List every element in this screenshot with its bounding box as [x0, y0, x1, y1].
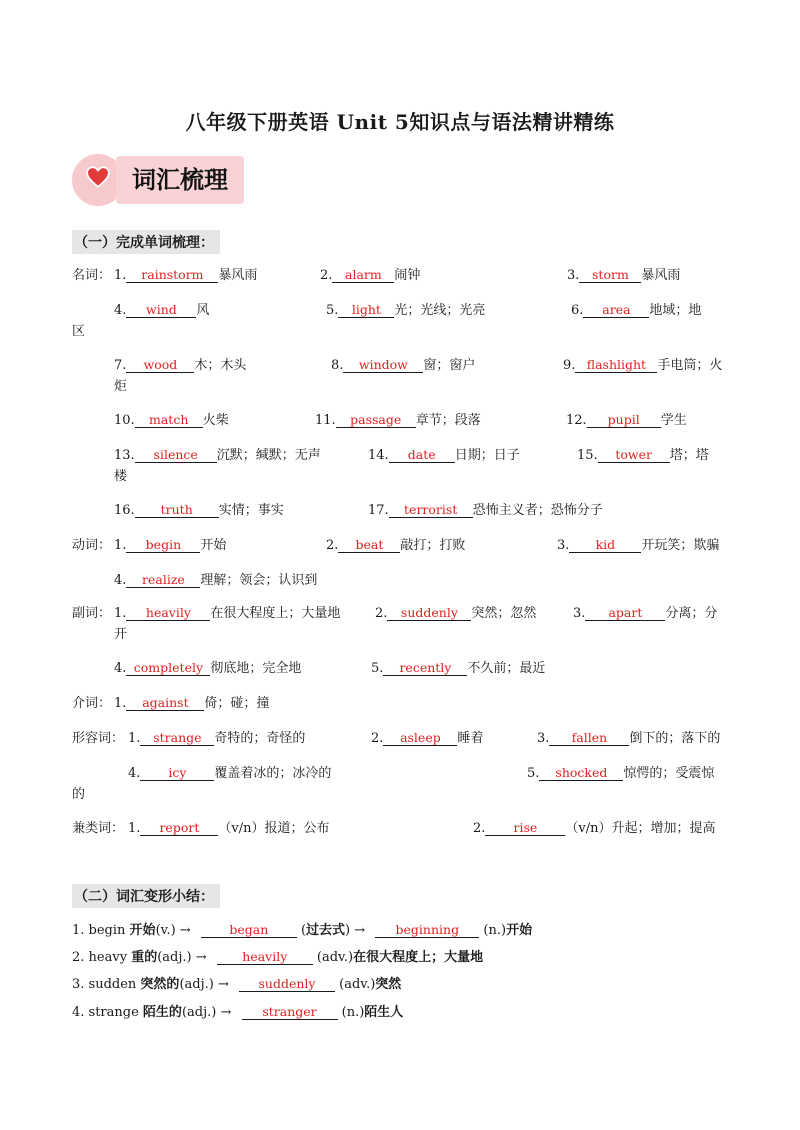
derived-meaning: 在很大程度上；大量地: [353, 950, 484, 965]
entry-meaning: 彻底地；完全地: [210, 661, 302, 676]
entry-meaning: 闹钟: [394, 268, 421, 283]
answer-blank: recently: [383, 660, 467, 676]
noun-entry: [315, 409, 481, 428]
entry-number: 1.: [128, 821, 141, 836]
entry-meaning: 学生: [660, 413, 687, 428]
answer-blank: begin: [126, 537, 200, 553]
noun-entry: [577, 444, 709, 463]
entry-number: 13.: [114, 448, 135, 463]
multi-entry: [128, 817, 330, 836]
answer-blank: area: [583, 302, 649, 318]
part-of-speech: (adv.): [312, 950, 354, 965]
noun-entry: [114, 299, 209, 318]
base-meaning: 突然的: [140, 977, 180, 992]
entry-meaning: 实情；事实: [218, 503, 284, 518]
entry-number: 2.: [375, 606, 388, 621]
section-heading-1: （一）完成单词梳理：: [72, 230, 220, 254]
entry-number: 2.: [371, 731, 384, 746]
answer-blank: kid: [569, 537, 641, 553]
answer-blank: report: [140, 820, 218, 836]
wrap-text: 楼: [114, 469, 128, 484]
paren: ): [345, 923, 355, 938]
wrap-text: 开: [114, 627, 128, 642]
answer-blank: rainstorm: [126, 267, 218, 283]
entry-meaning: 倒下的；落下的: [629, 731, 721, 746]
entry-number: 1.: [114, 606, 127, 621]
answer-blank: heavily: [126, 605, 210, 621]
prep-entry: [114, 692, 269, 711]
noun-entry: [114, 409, 229, 428]
entry-number: 1.: [114, 538, 127, 553]
adverb-entry: [114, 657, 301, 676]
answer-blank: suddenly: [239, 976, 335, 992]
word-form-line: [72, 973, 401, 992]
answer-blank: passage: [336, 412, 416, 428]
entry-meaning: 章节；段落: [415, 413, 481, 428]
base-word: 4. strange: [72, 1005, 143, 1020]
entry-number: 1.: [128, 731, 141, 746]
adverbs-label: 副词：: [72, 606, 112, 621]
answer-blank: icy: [140, 765, 214, 781]
entry-number: 4.: [114, 661, 127, 676]
base-word: 1. begin: [72, 923, 130, 938]
answer-blank: realize: [126, 572, 200, 588]
answer-blank: rise: [485, 820, 565, 836]
entry-meaning: 惊愕的；受震惊: [623, 766, 715, 781]
entry-number: 10.: [114, 413, 135, 428]
entry-number: 6.: [571, 303, 584, 318]
entry-number: 4.: [114, 303, 127, 318]
entry-meaning: 在很大程度上；大量地: [210, 606, 341, 621]
section-heading-2: （二）词汇变形小结：: [72, 884, 220, 908]
base-meaning: 陌生的: [142, 1005, 182, 1020]
entry-meaning: 开始: [200, 538, 227, 553]
answer-blank: date: [389, 447, 455, 463]
verb-entry: [114, 569, 317, 588]
entry-meaning: 倚；碰；撞: [204, 696, 270, 711]
answer-blank: match: [135, 412, 203, 428]
derived-meaning: 陌生人: [364, 1005, 404, 1020]
word-form-line: [72, 919, 532, 938]
wrap-text: 区: [72, 324, 86, 339]
answer-blank: completely: [126, 660, 210, 676]
answer-blank: beginning: [375, 922, 479, 938]
answer-blank: apart: [585, 605, 665, 621]
entry-number: 2.: [473, 821, 486, 836]
answer-blank: heavily: [217, 949, 313, 965]
entry-meaning: 沉默；缄默；无声: [216, 448, 321, 463]
entry-number: 3.: [557, 538, 570, 553]
base-meaning: 开始: [129, 923, 156, 938]
noun-entry: [114, 444, 321, 463]
part-of-speech: (adj.): [179, 977, 214, 992]
entry-meaning: 奇特的；奇怪的: [214, 731, 306, 746]
entry-meaning: 不久前；最近: [467, 661, 546, 676]
answer-blank: pupil: [587, 412, 661, 428]
verb-entry: [326, 534, 465, 553]
entry-meaning: （v/n）报道；公布: [218, 821, 330, 836]
tense-label: 过去式: [306, 923, 346, 938]
wrap-text: 炬: [114, 379, 128, 394]
entry-meaning: （v/n）升起；增加；提高: [565, 821, 716, 836]
nouns-label: 名词：: [72, 268, 112, 283]
answer-blank: fallen: [549, 730, 629, 746]
entry-meaning: 突然；忽然: [471, 606, 537, 621]
answer-blank: tower: [598, 447, 670, 463]
noun-entry: [566, 409, 687, 428]
noun-entry: [114, 264, 257, 283]
answer-blank: silence: [135, 447, 217, 463]
entry-number: 5.: [326, 303, 339, 318]
entry-meaning: 开玩笑；欺骗: [641, 538, 720, 553]
adverb-entry: [371, 657, 545, 676]
noun-entry: [563, 354, 722, 373]
part-of-speech: (n.): [337, 1005, 365, 1020]
adverb-entry: [114, 602, 340, 621]
answer-blank: terrorist: [389, 502, 473, 518]
answer-blank: stranger: [242, 1004, 338, 1020]
prep-label: 介词：: [72, 696, 112, 711]
answer-blank: truth: [135, 502, 219, 518]
page-title: 八年级下册英语 Unit 5知识点与语法精讲精练: [185, 110, 615, 134]
base-word: 2. heavy: [72, 950, 132, 965]
entry-meaning: 敲打；打败: [400, 538, 466, 553]
adverb-entry: [573, 602, 717, 621]
entry-meaning: 暴风雨: [218, 268, 258, 283]
entry-number: 3.: [537, 731, 550, 746]
entry-number: 5.: [527, 766, 540, 781]
paren: (: [296, 923, 307, 938]
adj-entry: [537, 727, 720, 746]
noun-entry: [114, 354, 246, 373]
entry-meaning: 分离；分: [665, 606, 718, 621]
entry-meaning: 暴风雨: [641, 268, 681, 283]
adverb-entry: [375, 602, 536, 621]
entry-number: 4.: [128, 766, 141, 781]
entry-number: 17.: [368, 503, 389, 518]
answer-blank: wood: [126, 357, 194, 373]
entry-number: 2.: [320, 268, 333, 283]
entry-meaning: 木；木头: [194, 358, 247, 373]
verb-entry: [557, 534, 719, 553]
derived-meaning: 开始: [506, 923, 533, 938]
entry-meaning: 地域；地: [649, 303, 702, 318]
adj-entry: [128, 727, 305, 746]
entry-number: 15.: [577, 448, 598, 463]
arrow: →: [354, 923, 370, 938]
answer-blank: against: [126, 695, 204, 711]
noun-entry: [331, 354, 475, 373]
word-form-line: [72, 946, 483, 965]
verb-entry: [114, 534, 226, 553]
entry-number: 3.: [567, 268, 580, 283]
entry-number: 8.: [331, 358, 344, 373]
entry-meaning: 窗；窗户: [423, 358, 476, 373]
multi-entry: [473, 817, 716, 836]
arrow: →: [213, 977, 233, 992]
answer-blank: window: [343, 357, 423, 373]
entry-meaning: 手电筒；火: [657, 358, 723, 373]
banner-label: 词汇梳理: [116, 156, 244, 204]
answer-blank: suddenly: [387, 605, 471, 621]
noun-entry: [368, 444, 520, 463]
arrow: →: [191, 950, 211, 965]
entry-number: 2.: [326, 538, 339, 553]
entry-number: 4.: [114, 573, 127, 588]
part-of-speech: (adj.): [157, 950, 192, 965]
base-meaning: 重的: [131, 950, 158, 965]
answer-blank: asleep: [383, 730, 457, 746]
part-of-speech: (v.): [155, 923, 176, 938]
noun-entry: [567, 264, 680, 283]
entry-number: 1.: [114, 268, 127, 283]
entry-number: 1.: [114, 696, 127, 711]
answer-blank: wind: [126, 302, 196, 318]
arrow: →: [175, 923, 195, 938]
entry-number: 16.: [114, 503, 135, 518]
entry-meaning: 光；光线；光亮: [394, 303, 486, 318]
entry-number: 11.: [315, 413, 336, 428]
entry-meaning: 日期；日子: [454, 448, 520, 463]
entry-meaning: 火柴: [202, 413, 229, 428]
entry-number: 12.: [566, 413, 587, 428]
derived-meaning: 突然: [375, 977, 402, 992]
heart-icon: [85, 164, 111, 190]
entry-number: 3.: [573, 606, 586, 621]
entry-meaning: 恐怖主义者；恐怖分子: [472, 503, 603, 518]
entry-meaning: 覆盖着冰的；冰冷的: [214, 766, 332, 781]
answer-blank: began: [201, 922, 297, 938]
entry-meaning: 理解；领会；认识到: [200, 573, 318, 588]
noun-entry: [571, 299, 701, 318]
entry-number: 14.: [368, 448, 389, 463]
part-of-speech: (adv.): [335, 977, 376, 992]
verbs-label: 动词：: [72, 538, 112, 553]
entry-meaning: 睡着: [457, 731, 484, 746]
answer-blank: storm: [579, 267, 641, 283]
entry-number: 9.: [563, 358, 576, 373]
noun-entry: [320, 264, 420, 283]
adj-entry: [128, 762, 331, 781]
noun-entry: [326, 299, 485, 318]
entry-meaning: 风: [196, 303, 210, 318]
noun-entry: [114, 499, 284, 518]
answer-blank: shocked: [539, 765, 623, 781]
part-of-speech: (n.): [479, 923, 507, 938]
answer-blank: alarm: [332, 267, 394, 283]
adj-label: 形容词：: [72, 731, 125, 746]
vocab-banner: [72, 152, 244, 208]
wrap-text: 的: [72, 787, 86, 802]
entry-number: 5.: [371, 661, 384, 676]
base-word: 3. sudden: [72, 977, 141, 992]
multi-label: 兼类词：: [72, 821, 125, 836]
answer-blank: strange: [140, 730, 214, 746]
adj-entry: [527, 762, 714, 781]
answer-blank: light: [338, 302, 394, 318]
word-form-line: [72, 1001, 403, 1020]
arrow: →: [216, 1005, 236, 1020]
answer-blank: beat: [338, 537, 400, 553]
noun-entry: [368, 499, 603, 518]
entry-meaning: 塔；塔: [669, 448, 709, 463]
answer-blank: flashlight: [575, 357, 657, 373]
part-of-speech: (adj.): [181, 1005, 217, 1020]
adj-entry: [371, 727, 483, 746]
entry-number: 7.: [114, 358, 127, 373]
